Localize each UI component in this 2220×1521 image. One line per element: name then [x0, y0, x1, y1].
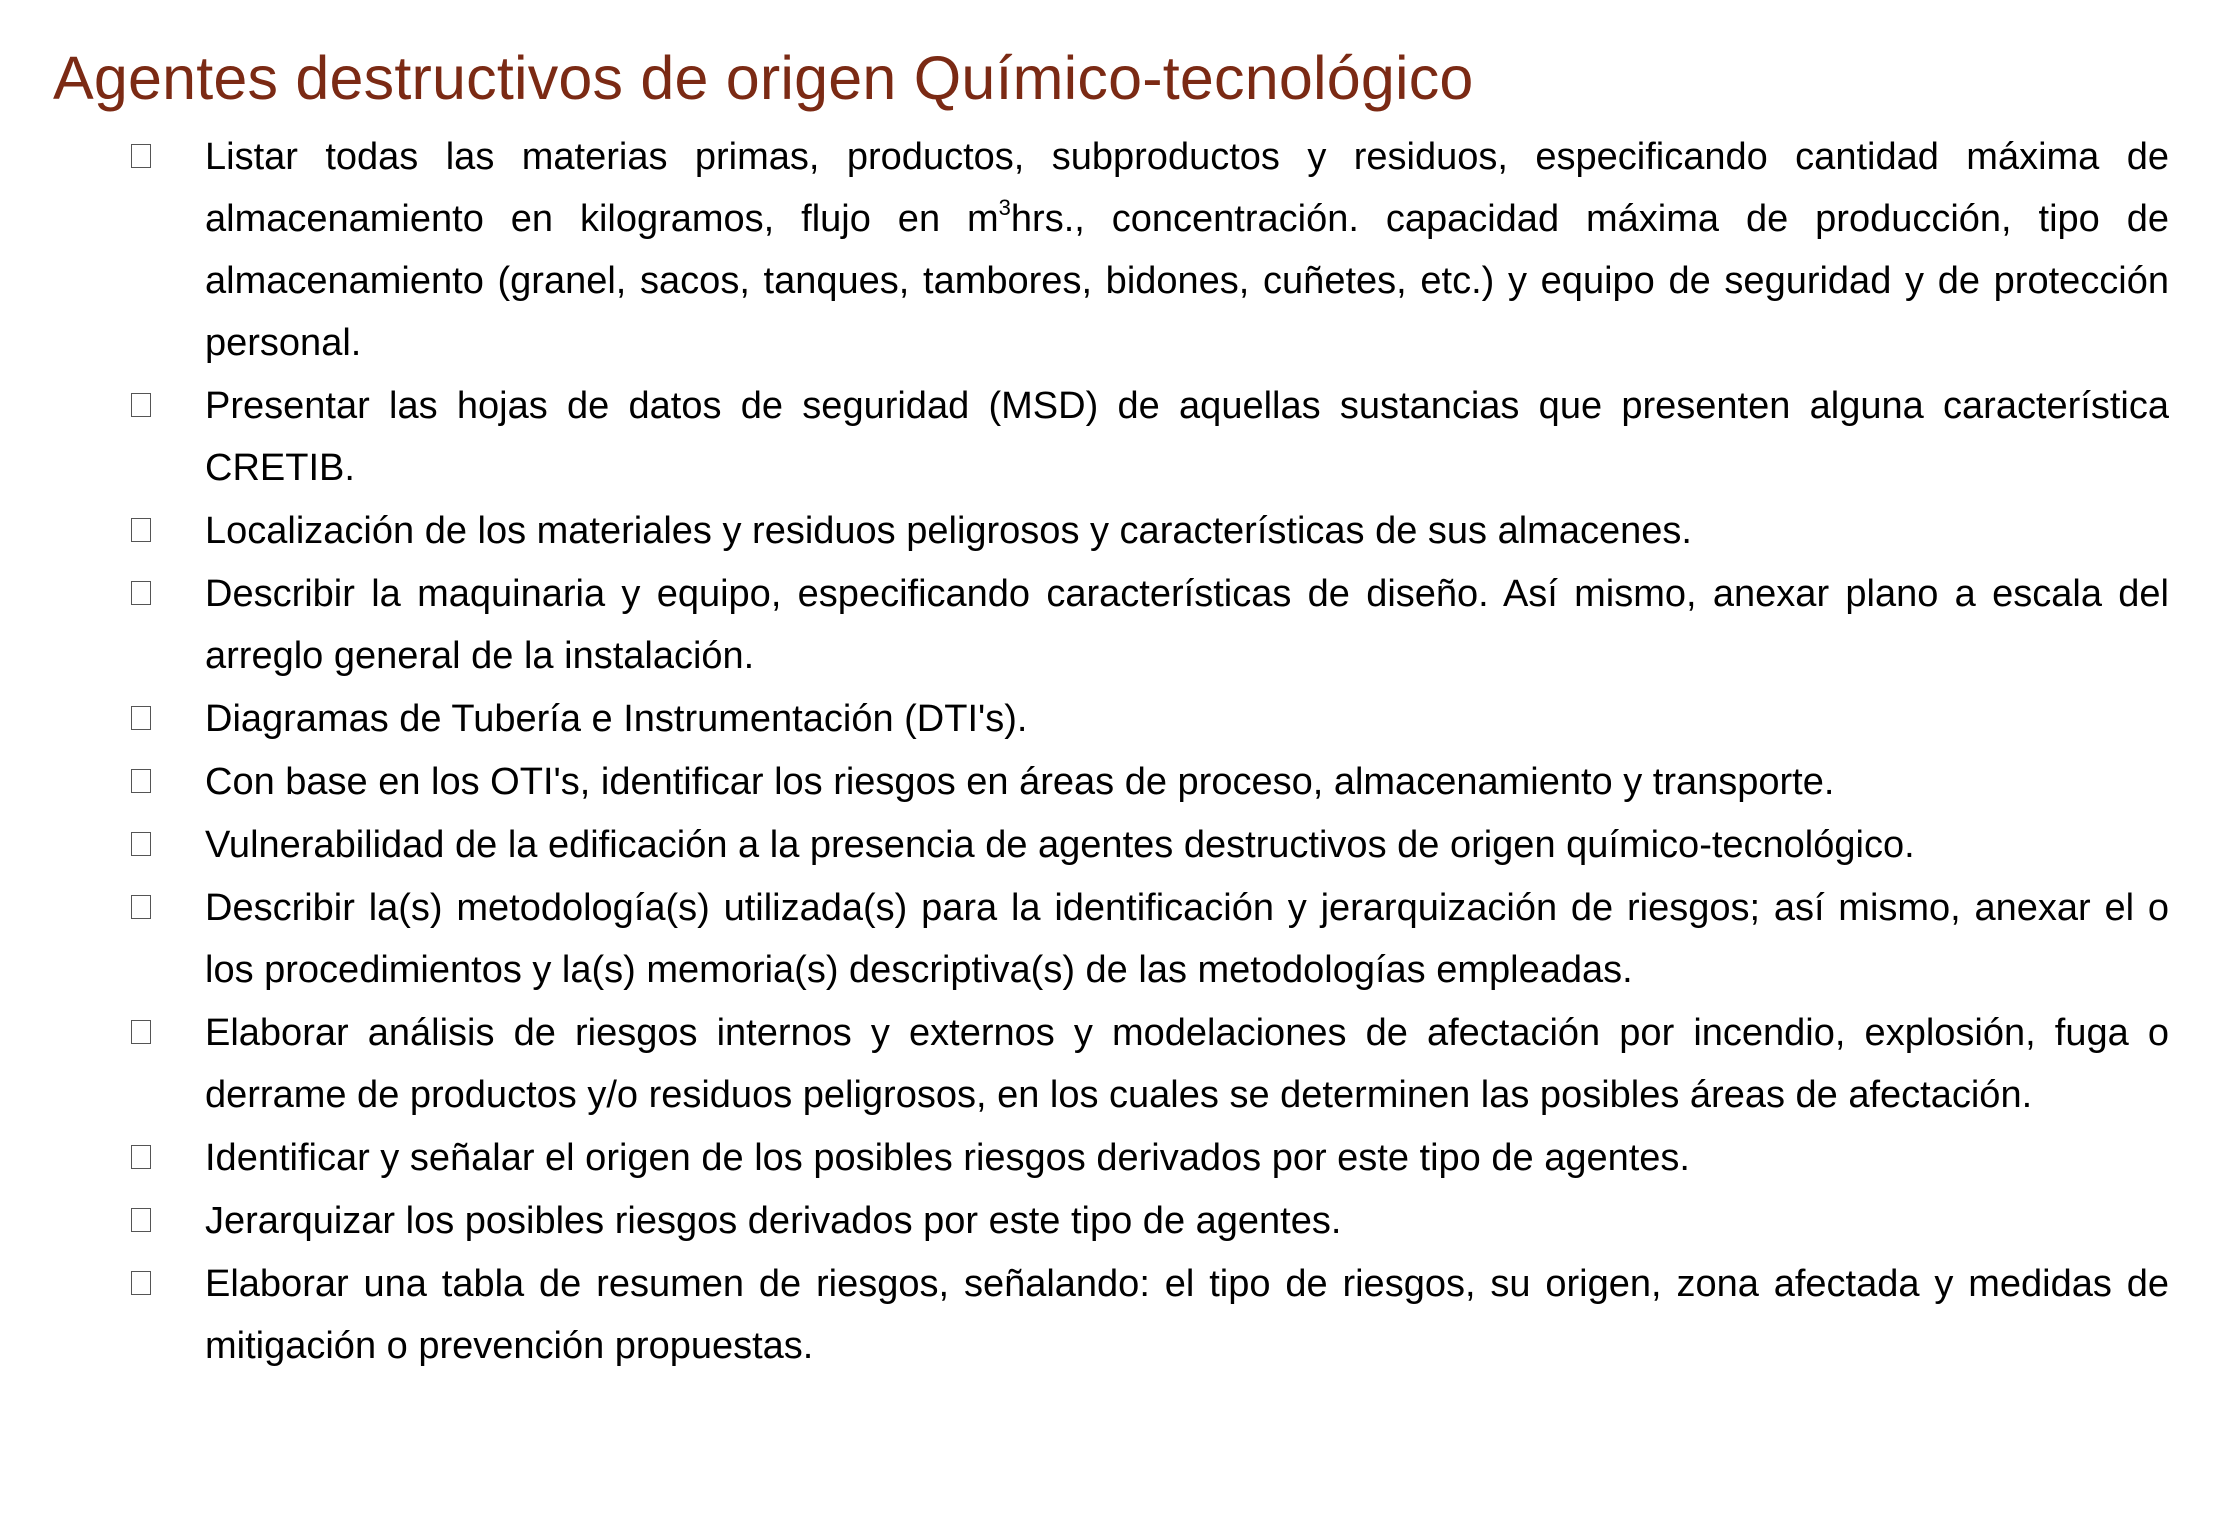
superscript: 3 — [998, 195, 1011, 221]
list-item — [0, 814, 2220, 876]
list-item — [0, 126, 2220, 374]
list-item-text: Describir la(s) metodología(s) utilizada(s) para la identificación y jerarquización de riesgos; así mismo, anexar el o los procedimientos y la(s) memoria(s) descriptiva(s) de las metodologías empleadas. — [205, 887, 2169, 991]
empty-square-icon — [131, 1208, 151, 1232]
list-item-text: Vulnerabilidad de la edificación a la presencia de agentes destructivos de origen químico-tecnológico. — [205, 824, 1915, 866]
list-item — [0, 375, 2220, 499]
empty-square-icon — [131, 393, 151, 417]
list-item-text-part: hrs., concentración. capacidad máxima de producción, tipo de almacenamiento (granel, sacos, tanques, tambores, bidones, cuñetes, etc.) y equipo de seguridad y de protección personal. — [205, 198, 2170, 364]
list-item-text: Elaborar análisis de riesgos internos y externos y modelaciones de afectación por incendio, explosión, fuga o derrame de productos y/o residuos peligrosos, en los cuales se determinen las posibles áreas de afectación. — [205, 1012, 2169, 1116]
list-item — [0, 688, 2220, 750]
list-item-text-part: Listar todas las materias primas, productos, subproductos y residuos, especificando cantidad máxima de almacenamiento en kilogramos, flujo en m — [205, 136, 2169, 240]
list-item-text: Describir la maquinaria y equipo, especificando características de diseño. Así mismo, anexar plano a escala del arreglo general de la instalación. — [205, 573, 2169, 677]
list-item — [0, 500, 2220, 562]
list-item-text: Presentar las hojas de datos de seguridad (MSD) de aquellas sustancias que presenten alguna característica CRETIB. — [205, 385, 2169, 489]
requirements-checklist — [0, 126, 2220, 1378]
list-item-text: Con base en los OTI's, identificar los riesgos en áreas de proceso, almacenamiento y transporte. — [205, 761, 1835, 803]
empty-square-icon — [131, 769, 151, 793]
list-item — [0, 1190, 2220, 1252]
empty-square-icon — [131, 144, 151, 168]
list-item — [0, 877, 2220, 1001]
empty-square-icon — [131, 1145, 151, 1169]
list-item-text: Identificar y señalar el origen de los posibles riesgos derivados por este tipo de agentes. — [205, 1137, 1690, 1179]
list-item-text: Diagramas de Tubería e Instrumentación (DTI's). — [205, 698, 1028, 740]
empty-square-icon — [131, 581, 151, 605]
list-item-text: Elaborar una tabla de resumen de riesgos, señalando: el tipo de riesgos, su origen, zona afectada y medidas de mitigación o prevención propuestas. — [205, 1263, 2169, 1367]
empty-square-icon — [131, 1271, 151, 1295]
empty-square-icon — [131, 895, 151, 919]
empty-square-icon — [131, 706, 151, 730]
list-item-text: Jerarquizar los posibles riesgos derivados por este tipo de agentes. — [205, 1200, 1342, 1242]
list-item — [0, 751, 2220, 813]
list-item — [0, 1002, 2220, 1126]
empty-square-icon — [131, 518, 151, 542]
list-item — [0, 1253, 2220, 1377]
list-item — [0, 563, 2220, 687]
section-heading: Agentes destructivos de origen Químico-tecnológico — [53, 44, 1474, 112]
empty-square-icon — [131, 832, 151, 856]
list-item-text — [205, 126, 2169, 374]
list-item — [0, 1127, 2220, 1189]
empty-square-icon — [131, 1020, 151, 1044]
list-item-text: Localización de los materiales y residuos peligrosos y características de sus almacenes. — [205, 510, 1692, 552]
